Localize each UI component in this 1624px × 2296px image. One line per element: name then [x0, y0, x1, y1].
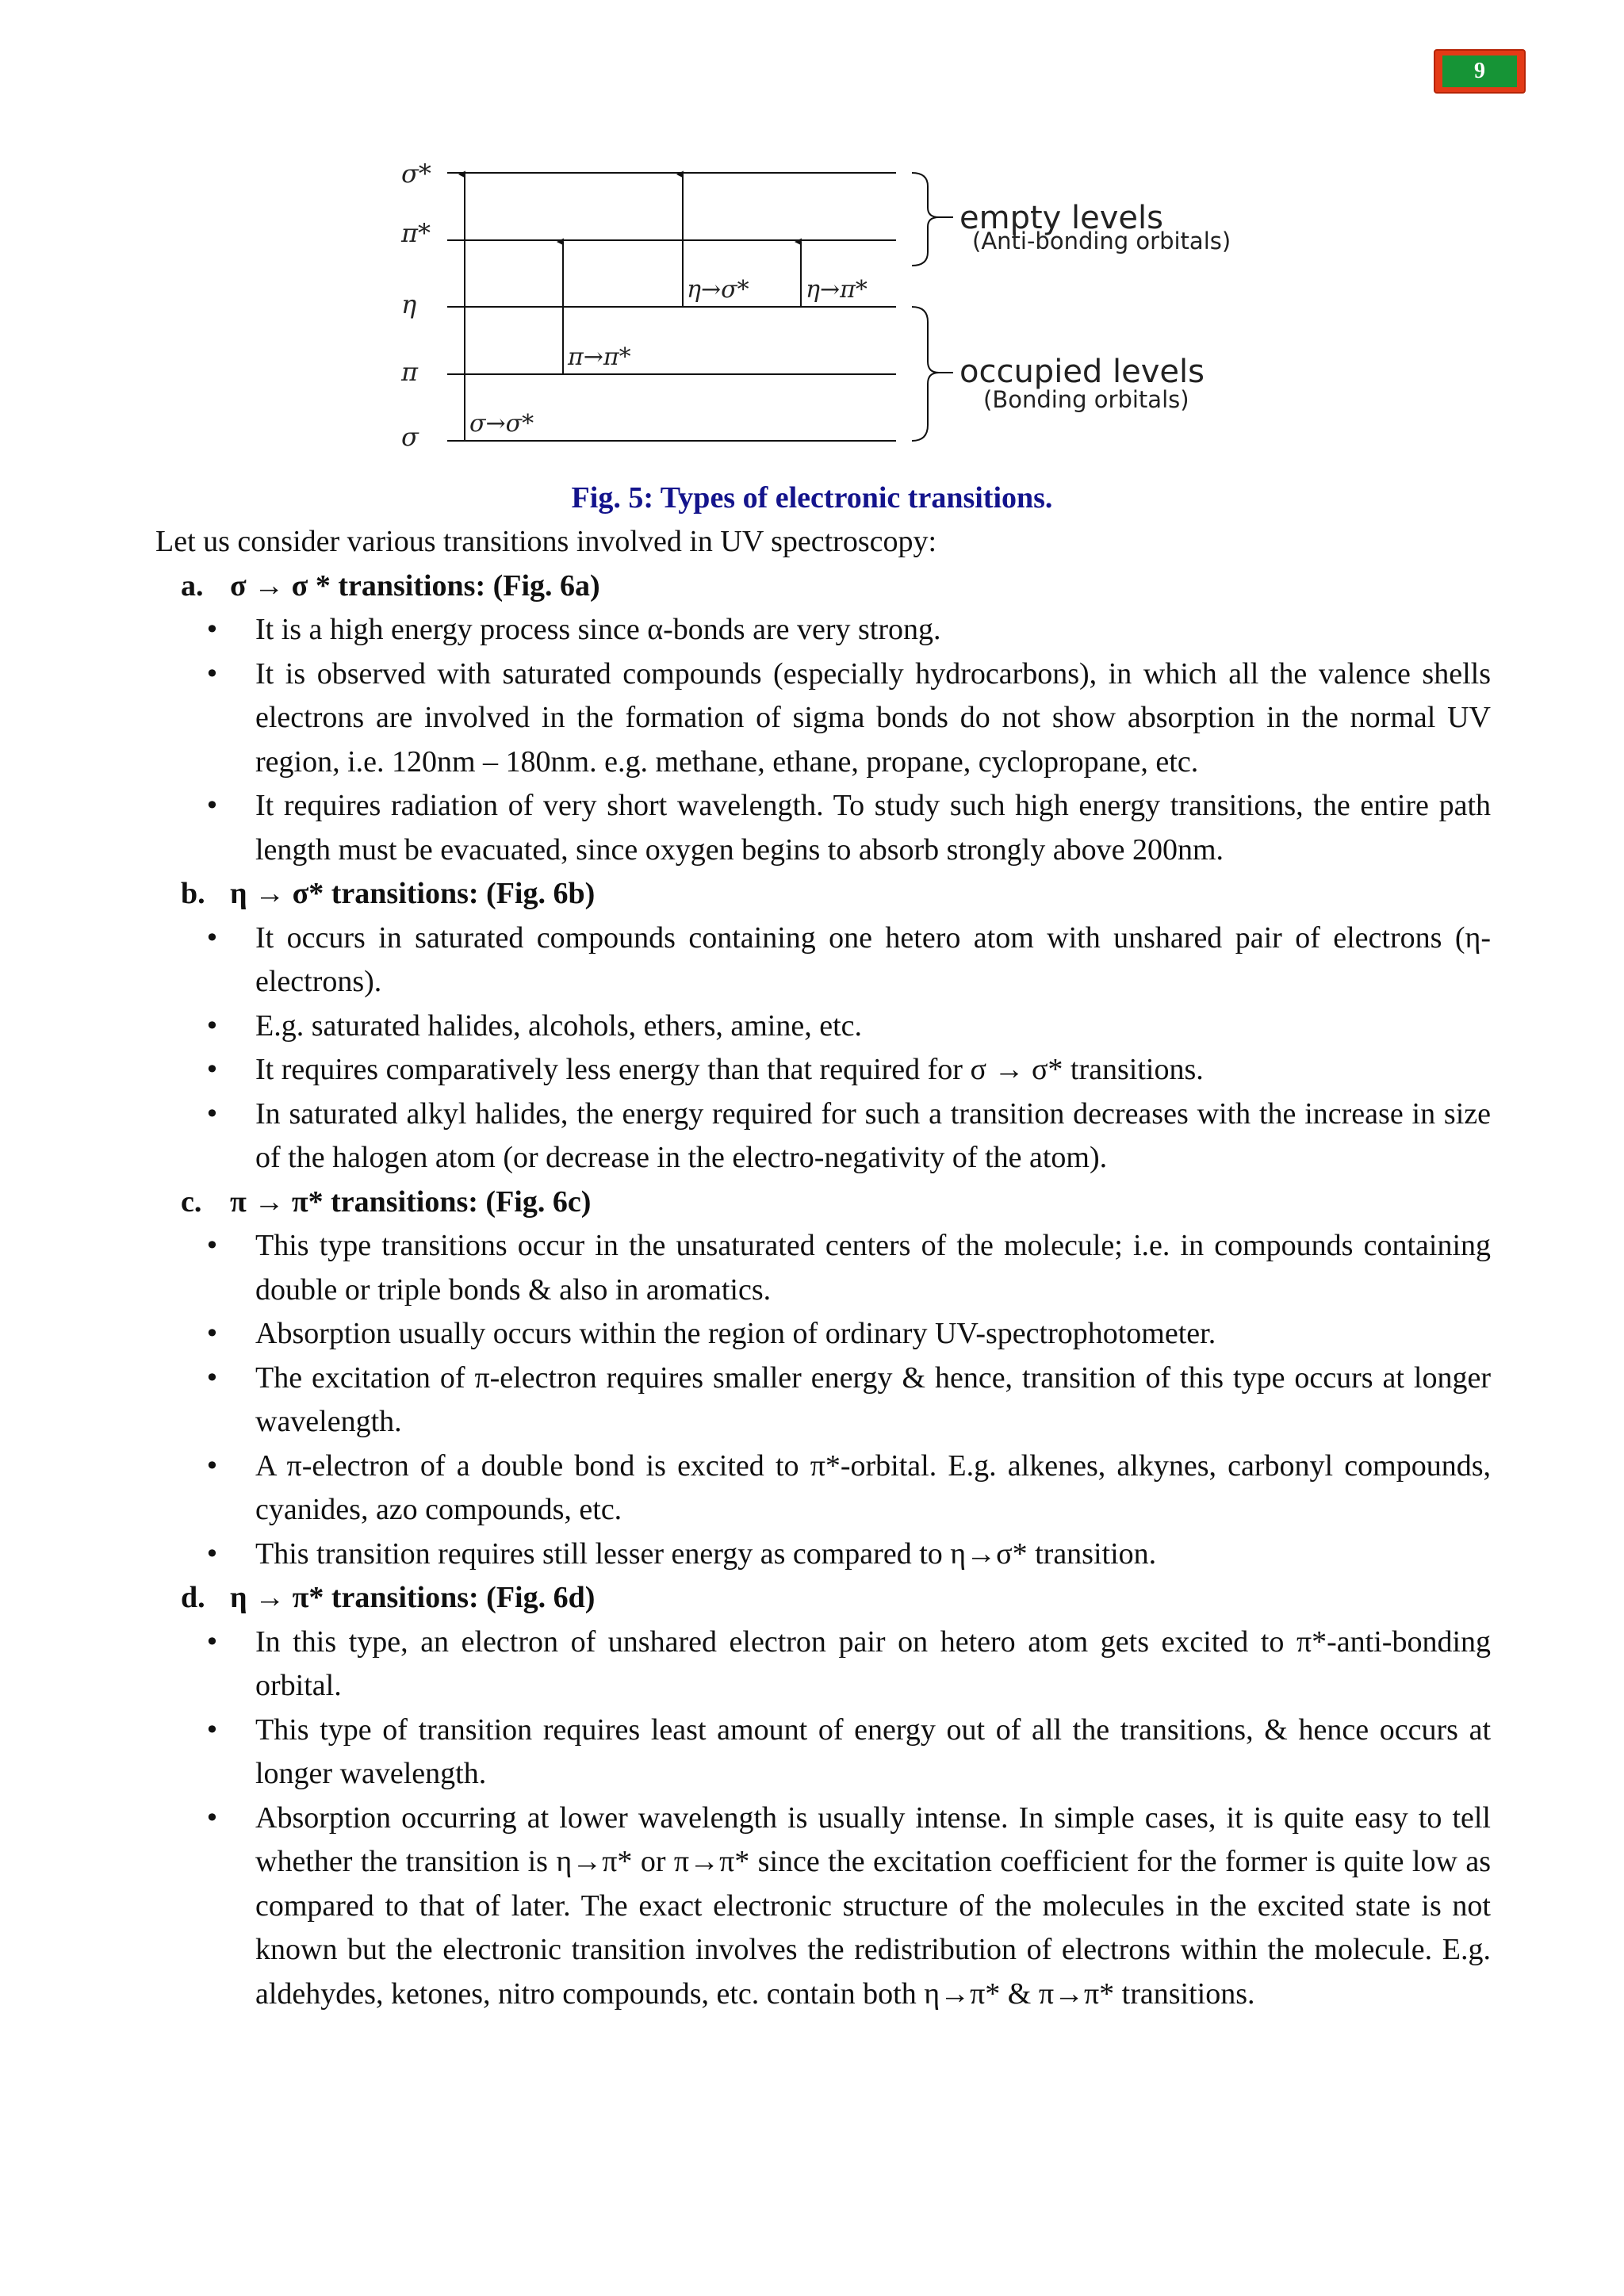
- page-number: 9: [1442, 55, 1517, 87]
- list-item: • It requires radiation of very short wavelength. To study such high energy transitions, the entire path length must be evacuated, since oxygen begins to absorb strongly above 200nm.: [155, 784, 1491, 872]
- list-item: • The excitation of π-electron requires smaller energy & hence, transition of this type occurs at longer wavelength.: [155, 1357, 1491, 1445]
- level-label-sigma-star: σ*: [401, 159, 431, 189]
- section-letter: d.: [181, 1581, 205, 1614]
- section-title: π → π* transitions: (Fig. 6c): [230, 1184, 592, 1219]
- list-item: • Absorption usually occurs within the region of ordinary UV-spectrophotometer.: [155, 1312, 1491, 1357]
- occupied-levels-label: occupied levels: [959, 354, 1205, 390]
- list-item: • It occurs in saturated compounds containing one hetero atom with unshared pair of electrons (η-electrons).: [155, 916, 1491, 1004]
- level-label-pi: π: [401, 357, 419, 387]
- bullet-list-c: [155, 1224, 1491, 1576]
- energy-level-diagram: [381, 151, 1285, 460]
- list-item: • A π-electron of a double bond is excited to π*-orbital. E.g. alkenes, alkynes, carbonyl compounds, cyanides, azo compounds, etc.: [155, 1445, 1491, 1533]
- list-item: • It is observed with saturated compounds (especially hydrocarbons), in which all the valence shells electrons are involved in the formation of sigma bonds do not show absorption in the normal UV region, i.e. 120nm – 180nm. e.g. methane, ethane, propane, cyclopropane, etc.: [155, 652, 1491, 785]
- empty-levels-label: empty levels: [959, 200, 1163, 236]
- list-item: • This type of transition requires least amount of energy out of all the transitions, & hence occurs at longer wavelength.: [155, 1709, 1491, 1797]
- intro-paragraph: Let us consider various transitions involved in UV spectroscopy:: [155, 525, 937, 558]
- label-eta-pi-star: η→π*: [806, 276, 868, 304]
- page-number-badge: [1434, 49, 1526, 94]
- brace-empty-levels: [912, 173, 939, 266]
- list-item: • It requires comparatively less energy than that required for σ → σ* transitions.: [155, 1048, 1491, 1093]
- brace-occupied-levels: [912, 307, 939, 441]
- section-heading-c: [181, 1181, 1491, 1225]
- label-sigma-sigma-star: σ→σ*: [469, 410, 534, 438]
- level-label-sigma: σ: [401, 422, 419, 452]
- section-title: η → π* transitions: (Fig. 6d): [230, 1581, 596, 1614]
- anti-bonding-label: (Anti-bonding orbitals): [972, 228, 1231, 254]
- bullet-list-a: [155, 608, 1491, 872]
- section-heading-a: [181, 564, 1491, 609]
- page-body: [155, 520, 1491, 2016]
- list-item: • In this type, an electron of unshared electron pair on hetero atom gets excited to π*-anti-bonding orbital.: [155, 1621, 1491, 1709]
- section-heading-b: [181, 872, 1491, 916]
- list-item: • This transition requires still lesser energy as compared to η→σ* transition.: [155, 1533, 1491, 1577]
- section-title: η → σ* transitions: (Fig. 6b): [230, 877, 596, 910]
- section-letter: a.: [181, 568, 204, 603]
- list-item: • This type transitions occur in the unsaturated centers of the molecule; i.e. in compounds containing double or triple bonds & also in aromatics.: [155, 1224, 1491, 1312]
- list-item: • It is a high energy process since α-bonds are very strong.: [155, 608, 1491, 652]
- bonding-label: (Bonding orbitals): [983, 386, 1189, 413]
- bullet-list-d: [155, 1621, 1491, 2017]
- list-item: • In saturated alkyl halides, the energy required for such a transition decreases with the increase in size of the halogen atom (or decrease in the electro-negativity of the atom).: [155, 1093, 1491, 1181]
- level-label-eta: η: [401, 289, 417, 320]
- section-heading-d: [181, 1576, 1491, 1621]
- level-label-pi-star: π*: [401, 218, 431, 248]
- label-eta-sigma-star: η→σ*: [687, 276, 749, 304]
- section-letter: c.: [181, 1184, 202, 1219]
- list-item: • Absorption occurring at lower wavelength is usually intense. In simple cases, it is quite easy to tell whether the transition is η→π* or π→π* since the excitation coefficient for the former is quite low as compared to that of later. The exact electronic structure of the molecules in the excited state is not known but the electronic transition involves the redistribution of electrons within the molecule. E.g. aldehydes, ketones, nitro compounds, etc. contain both η→π* & π→π* transitions.: [155, 1797, 1491, 2017]
- section-letter: b.: [181, 877, 205, 910]
- section-title: σ → σ * transitions: (Fig. 6a): [230, 568, 600, 603]
- figure-caption: Fig. 5: Types of electronic transitions.: [571, 481, 1053, 515]
- label-pi-pi-star: π→π*: [568, 343, 631, 371]
- list-item: • E.g. saturated halides, alcohols, ethers, amine, etc.: [155, 1004, 1491, 1049]
- bullet-list-b: [155, 916, 1491, 1181]
